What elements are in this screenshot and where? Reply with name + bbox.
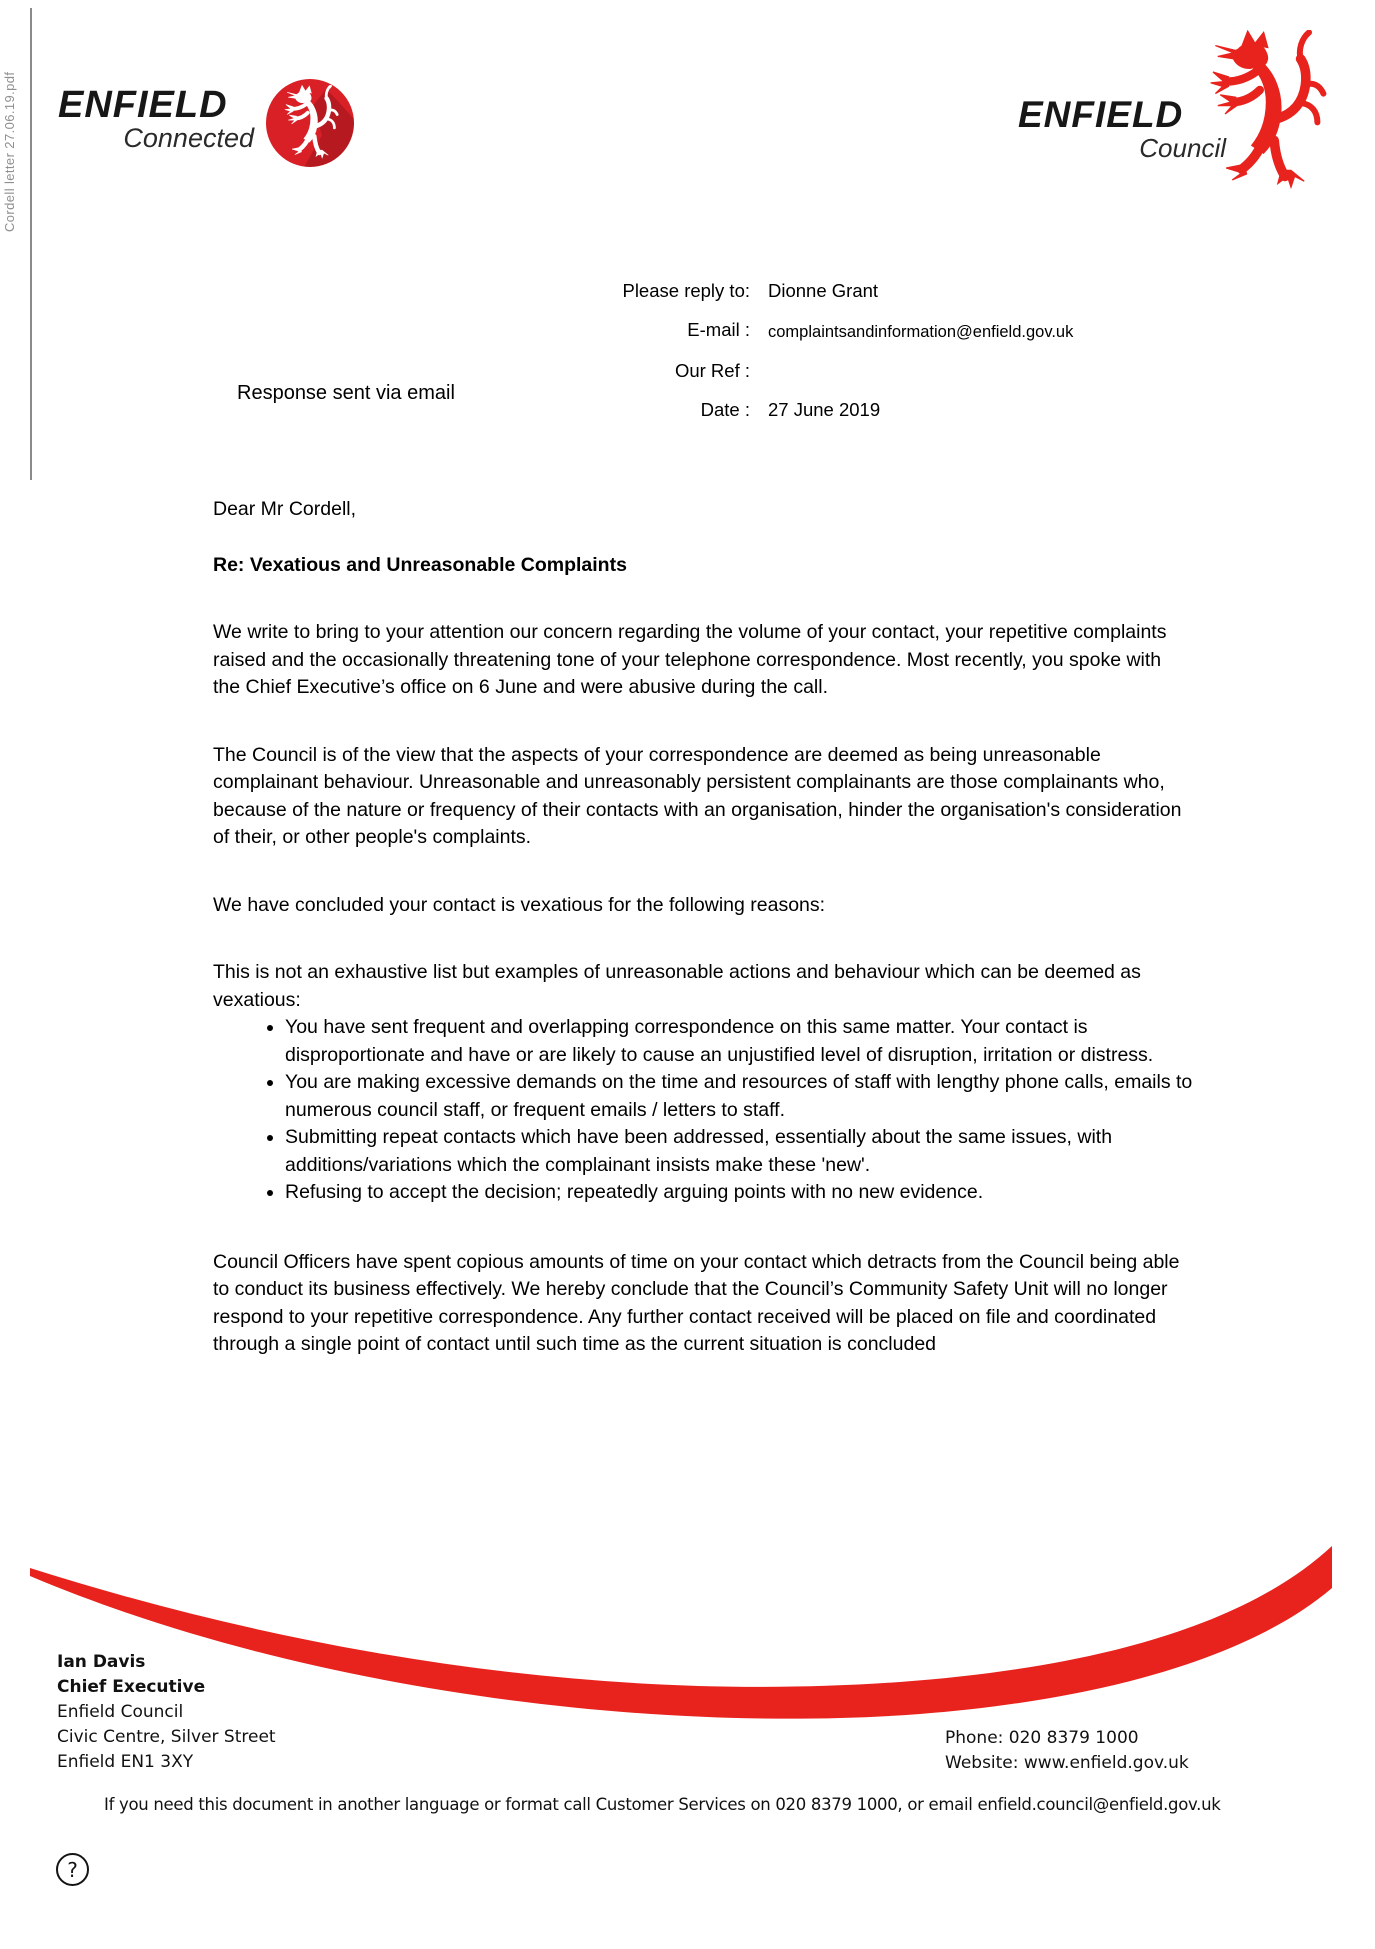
enfield-council-logo [1018, 96, 1228, 161]
subject-line: Re: Vexatious and Unreasonable Complaints [213, 553, 627, 576]
question-mark-glyph: ? [67, 1857, 78, 1882]
signatory-name: Ian Davis [57, 1652, 146, 1672]
signatory-title: Chief Executive [57, 1677, 206, 1697]
website-line: Website: www.enfield.gov.uk [945, 1753, 1189, 1773]
pdf-filename-tab: Cordell letter 27.06.19.pdf [2, 71, 17, 232]
address-line: Enfield EN1 3XY [57, 1752, 194, 1772]
paragraph: This is not an exhaustive list but examples of unreasonable actions and behaviour which can be deemed as vexatious: [213, 961, 1141, 1011]
reply-label: Please reply to: [622, 280, 750, 301]
address-line: Civic Centre, Silver Street [57, 1727, 276, 1747]
reply-row-please-reply-to [500, 280, 1208, 302]
reply-label: Our Ref : [674, 360, 750, 381]
list-item: • Refusing to accept the decision; repeatedly arguing points with no new evidence. [285, 1179, 1193, 1207]
reply-email-value: complaintsandinformation@enfield.gov.uk [768, 323, 1074, 341]
paragraph: The Council is of the view that the aspects of your correspondence are deemed as being unreasonable complainant behaviour. Unreasonable and unreasonably persistent complainants are those complainants who, because of the nature or frequency of their contacts with an organisation, hinder the organisation's consideration of their, or other people's complaints. [213, 743, 1182, 848]
letter-body [213, 496, 1193, 1359]
enfield-council-sub: Council [1139, 133, 1226, 163]
enfield-council-wordmark: ENFIELD [1018, 94, 1184, 135]
reply-row-date [500, 399, 1208, 421]
enfield-beast-circle-icon [266, 79, 354, 167]
contact-block [945, 1726, 1189, 1776]
list-item: • Submitting repeat contacts which have been addressed, essentially about the same issues, with additions/variations which the complainant insists make these 'new'. [285, 1124, 1193, 1179]
reply-label: E-mail : [687, 319, 750, 340]
language-help-line: If you need this document in another language or format call Customer Services on 020 8379 1000, or email enfield.council@enfield.gov.uk [104, 1795, 1221, 1814]
reply-value: Dionne Grant [768, 280, 879, 301]
phone-line: Phone: 020 8379 1000 [945, 1728, 1139, 1748]
signature-block [57, 1650, 276, 1775]
signatory-org: Enfield Council [57, 1702, 184, 1722]
reply-value: 27 June 2019 [768, 399, 881, 420]
enfield-connected-wordmark: ENFIELD [58, 84, 228, 126]
question-mark-icon [56, 1853, 89, 1886]
paragraph: We have concluded your contact is vexatious for the following reasons: [213, 893, 826, 916]
vexatious-examples-list [213, 1014, 1193, 1207]
enfield-connected-sub: Connected [123, 123, 254, 153]
paragraph: We write to bring to your attention our concern regarding the volume of your contact, your repetitive complaints raised and the occasionally threatening tone of your telephone correspondence. Most recently, you spoke with the Chief Executive’s office on 6 June and were abusive during the call. [213, 621, 1167, 698]
closing-paragraph: Council Officers have spent copious amounts of time on your contact which detracts from the Council being able to conduct its business effectively. We hereby conclude that the Council’s Community Safety Unit will no longer respond to your repetitive correspondence. Any further contact received will be placed on file and coordinated through a single point of contact until such time as the current situation is concluded [213, 1250, 1180, 1355]
list-item: • You have sent frequent and overlapping correspondence on this same matter. Your contact is disproportionate and have or are likely to cause an unjustified level of disruption, irritation or distress. [285, 1014, 1193, 1069]
enfield-connected-logo [58, 86, 258, 152]
reply-label: Date : [700, 399, 750, 420]
reply-row-email [500, 319, 1208, 343]
delivery-note: Response sent via email [237, 382, 455, 404]
reply-block [500, 280, 1208, 438]
filename-divider-line [30, 8, 32, 480]
enfield-beast-icon [1203, 30, 1331, 198]
reply-row-our-ref [500, 360, 1208, 382]
salutation: Dear Mr Cordell, [213, 498, 357, 520]
list-item: • You are making excessive demands on the time and resources of staff with lengthy phone calls, emails to numerous council staff, or frequent emails / letters to staff. [285, 1069, 1193, 1124]
